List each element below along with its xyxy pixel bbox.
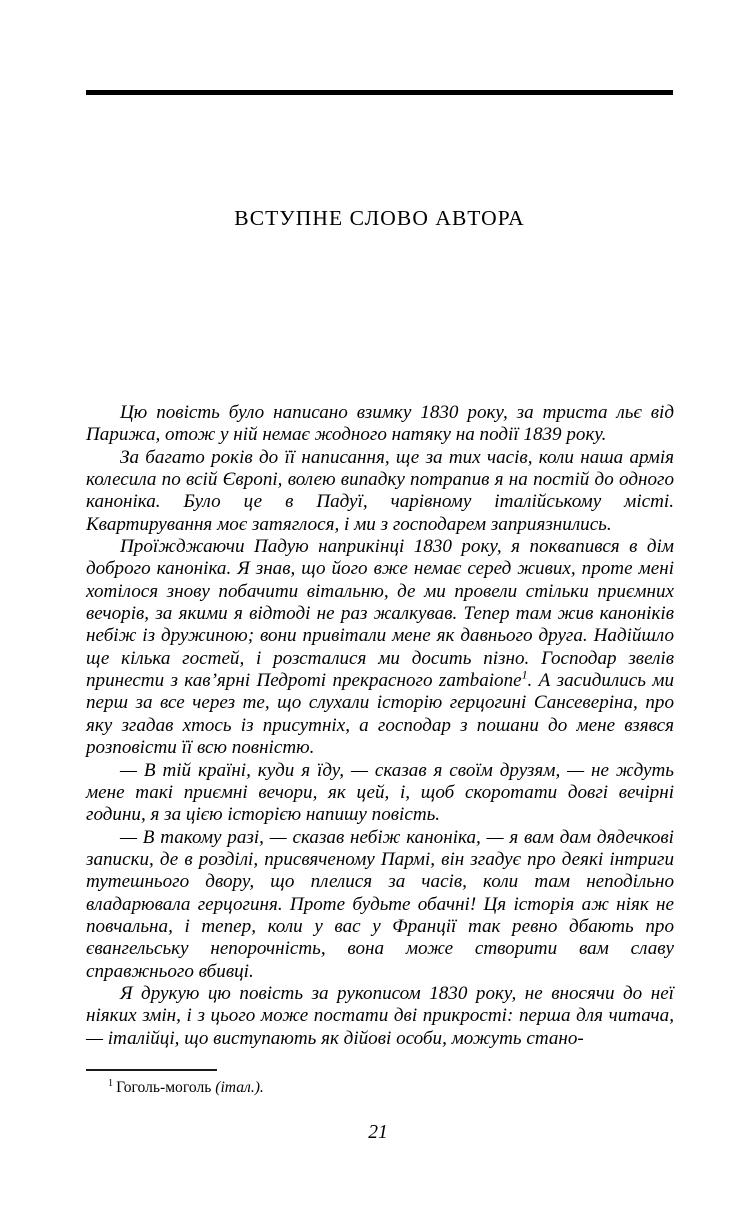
paragraph-text: Цю повість було написано взимку 1830 року, за триста льє від Парижа, отож у ній немає жодного натяку на події 1839 року. [86, 402, 674, 446]
paragraph-text: Я друкую цю повість за рукописом 1830 року, не вносячи до неї ніяких змін, і з цього може постати дві прикрості: перша для читача, — італійці, що виступають як дійові особи, можуть стано- [86, 982, 674, 1049]
paragraph [86, 827, 674, 983]
page-title: ВСТУПНЕ СЛОВО АВТОРА [234, 206, 525, 231]
paragraph-with-footnote [86, 536, 674, 759]
footnote-reference[interactable]: 1 [521, 667, 528, 682]
foreign-term: zambaione [438, 670, 522, 692]
footnote-separator-rule [86, 1069, 217, 1071]
paragraph-text: Проїжджаючи Падую наприкінці 1830 року, я поквапився в дім доброго каноніка. Я знав, що його вже немає серед живих, проте мені хотілося знову побачити вітальню, де ми провели стільки приємних вечорів, за якими я відтоді не раз жалкував. Тепер там жив каноніків небіж із дружиною; вони привітали мене як давнього друга. Надійшло ще кілька гостей, і розсталися ми досить пізно. Господар звелів принести з кав’ярні Педроті прекрасного [86, 536, 674, 692]
footnote [108, 1078, 668, 1097]
paragraph [86, 402, 674, 447]
paragraph-text: — В тій країні, куди я їду, — сказав я своїм друзям, — не ждуть мене такі приємні вечори, як цей, і, щоб скоротати довгі вечірні години, я за цією історією напишу повість. [86, 759, 674, 826]
paragraph [86, 983, 674, 1050]
footnote-term: Гоголь-моголь [116, 1079, 212, 1096]
paragraph-text: За багато років до її написання, ще за тих часів, коли наша армія колесила по всій Європі, волею випадку потрапив я на постій до одного каноніка. Було це в Падуї, чарівному італійському місті. Квартирування моє затяглося, і ми з господарем заприязнились. [86, 446, 674, 535]
page-number: 21 [368, 1122, 388, 1143]
paragraph [86, 447, 674, 536]
footnote-language-note: (італ.). [215, 1079, 264, 1096]
paragraph-text-continued: . А засидились ми перш за все через те, що слухали історію герцогині Сансеверіна, про яку згадав хтось із присутніх, а господар з пошани до мене взявся розповісти її всю повністю. [86, 670, 675, 759]
body-text-block [86, 402, 674, 1050]
header-rule [86, 90, 673, 95]
paragraph-text: — В такому разі, — сказав небіж каноніка, — я вам дам дядечкові записки, де в розділі, присвяченому Пармі, він згадує про деякі інтриги тутешнього двору, що плелися за часів, коли там неподільно владарювала герцогиня. Проте будьте обачні! Ця історія аж ніяк не повчальна, і тепер, коли у вас у Франції так ревно дбають про євангельську непорочність, вона може створити вам славу справжнього вбивці. [86, 826, 674, 982]
paragraph [86, 760, 674, 827]
footnote-marker: 1 [108, 1077, 114, 1089]
